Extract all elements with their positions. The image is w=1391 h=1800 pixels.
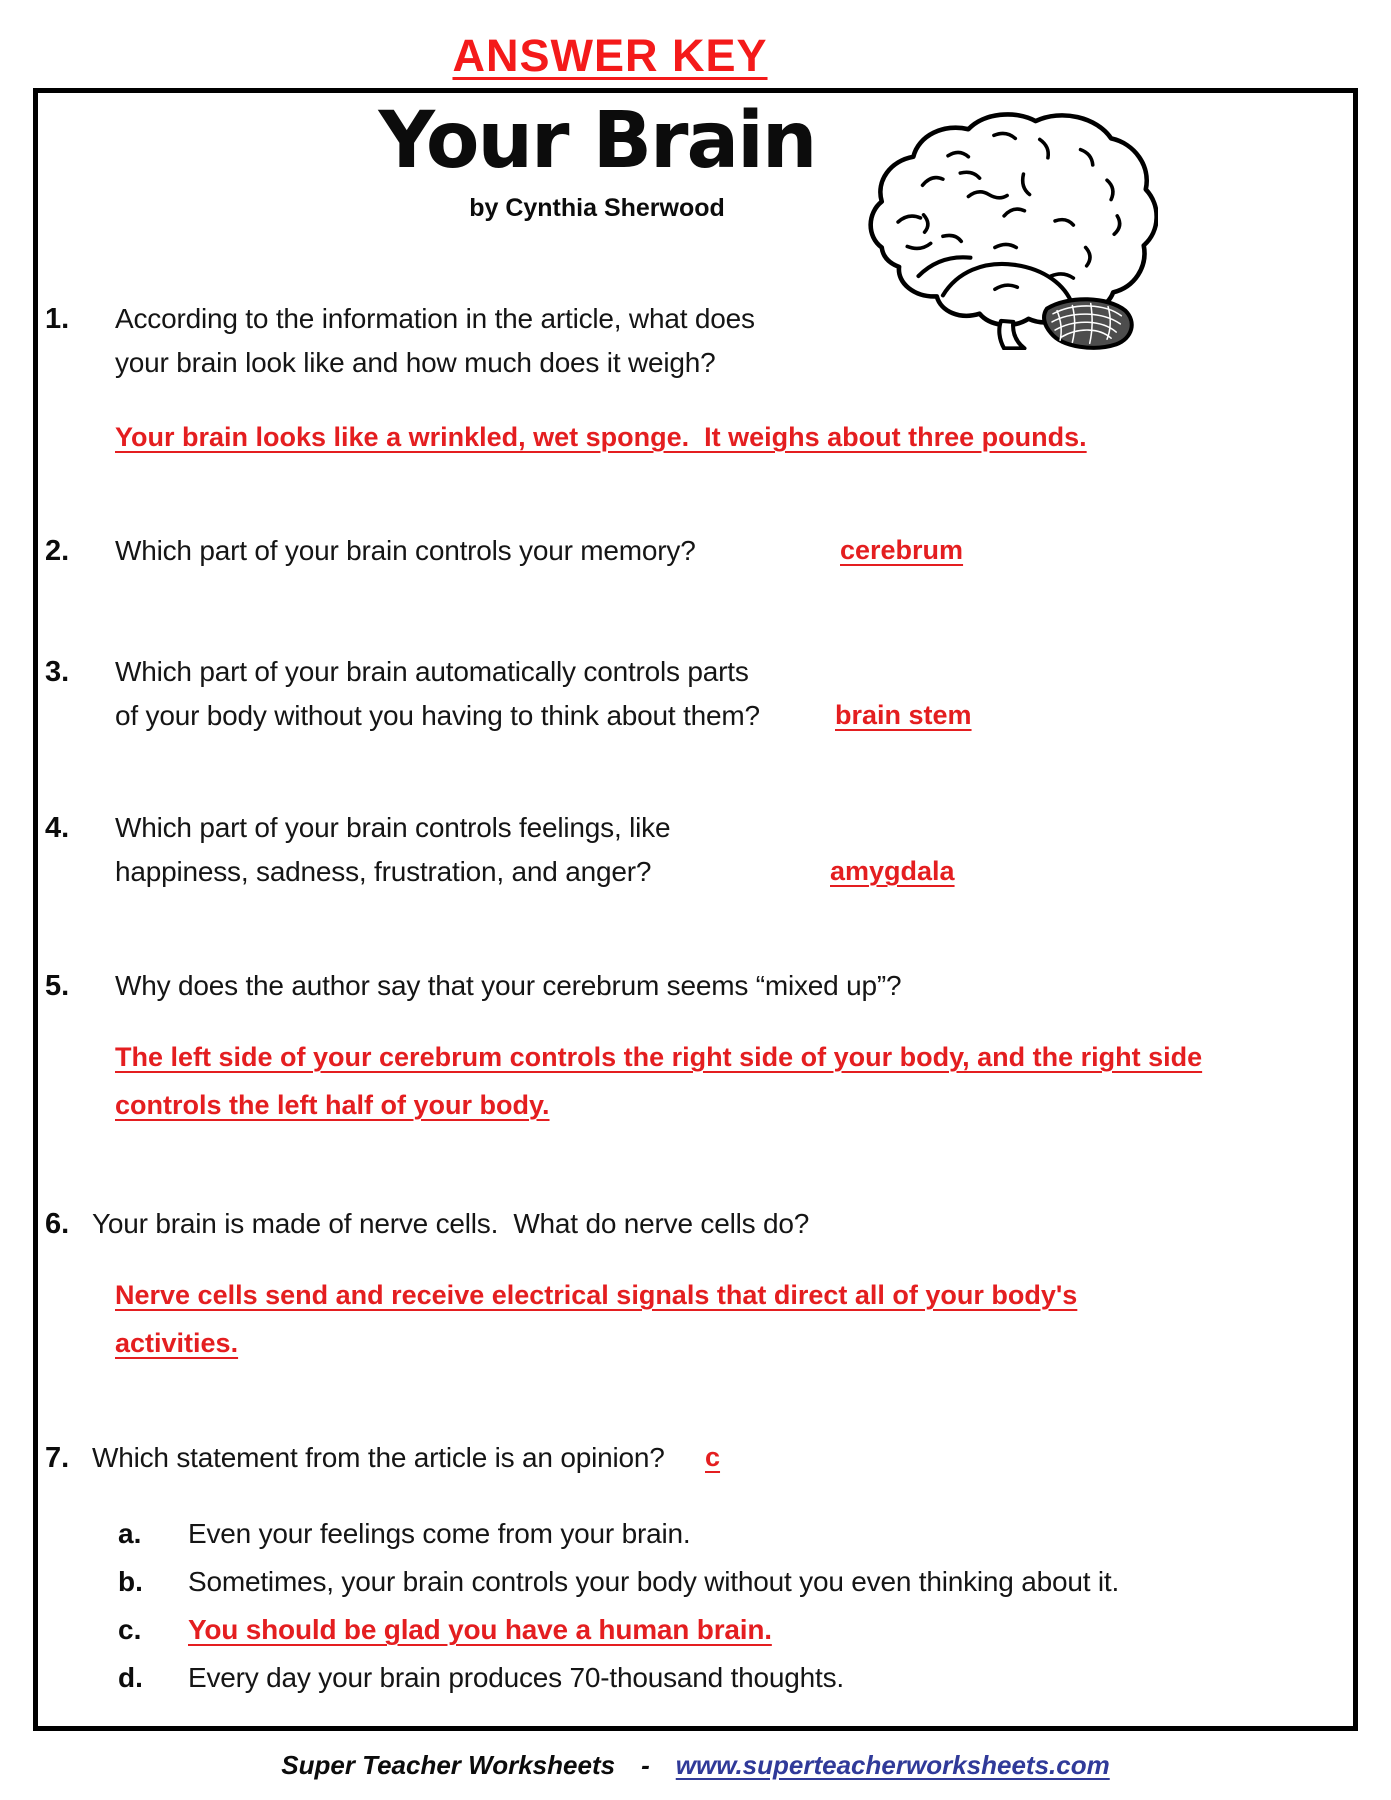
answer-text: Your brain looks like a wrinkled, wet sponge. It weighs about three pounds.	[115, 422, 1087, 452]
choice-letter: c.	[118, 1614, 142, 1645]
answer-text: Nerve cells send and receive electrical signals that direct all of your body's	[115, 1280, 1078, 1310]
question-text: Why does the author say that your cerebrum seems “mixed up”?	[115, 970, 902, 1001]
answer-text: c	[705, 1442, 721, 1472]
question-number: 7.	[45, 1442, 70, 1474]
answer-text: The left side of your cerebrum controls the right side of your body, and the right side	[115, 1042, 1203, 1072]
question-number: 3.	[45, 656, 70, 688]
footer	[0, 1750, 1391, 1781]
answer-text: amygdala	[830, 856, 955, 886]
answer-text: cerebrum	[840, 535, 964, 565]
question-number: 5.	[45, 970, 70, 1002]
answer-key-banner: ANSWER KEY	[452, 30, 768, 81]
question-number: 6.	[45, 1208, 70, 1240]
choice-letter: b.	[118, 1566, 143, 1597]
question-text: Which part of your brain controls your memory?	[115, 535, 696, 566]
question-text: your brain look like and how much does it weigh?	[115, 347, 716, 378]
footer-url-link[interactable]: www.superteacherworksheets.com	[675, 1750, 1110, 1780]
choice-text: Every day your brain produces 70-thousand thoughts.	[188, 1662, 844, 1693]
question-text: Which part of your brain automatically controls parts	[115, 656, 749, 687]
choice-letter: d.	[118, 1662, 143, 1693]
answer-text: activities.	[115, 1328, 239, 1358]
footer-separator: -	[641, 1750, 650, 1780]
answer-text: controls the left half of your body.	[115, 1090, 550, 1120]
question-text: Which statement from the article is an opinion?	[92, 1442, 665, 1473]
question-text: Which part of your brain controls feelings, like	[115, 812, 671, 843]
question-number: 2.	[45, 535, 70, 567]
question-text: of your body without you having to think about them?	[115, 700, 760, 731]
question-text: Your brain is made of nerve cells. What do nerve cells do?	[92, 1208, 810, 1239]
choice-letter: a.	[118, 1518, 142, 1549]
question-number: 4.	[45, 812, 70, 844]
worksheet-title: Your Brain	[378, 96, 816, 186]
question-number: 1.	[45, 303, 70, 335]
choice-text: Even your feelings come from your brain.	[188, 1518, 691, 1549]
choice-text-correct: You should be glad you have a human brain.	[188, 1614, 772, 1645]
question-text: happiness, sadness, frustration, and anger?	[115, 856, 652, 887]
choice-text: Sometimes, your brain controls your body without you even thinking about it.	[188, 1566, 1120, 1597]
brain-illustration	[842, 94, 1158, 350]
byline: by Cynthia Sherwood	[469, 194, 725, 222]
question-text: According to the information in the article, what does	[115, 303, 755, 334]
answer-text: brain stem	[835, 700, 972, 730]
footer-brand: Super Teacher Worksheets	[281, 1750, 616, 1780]
